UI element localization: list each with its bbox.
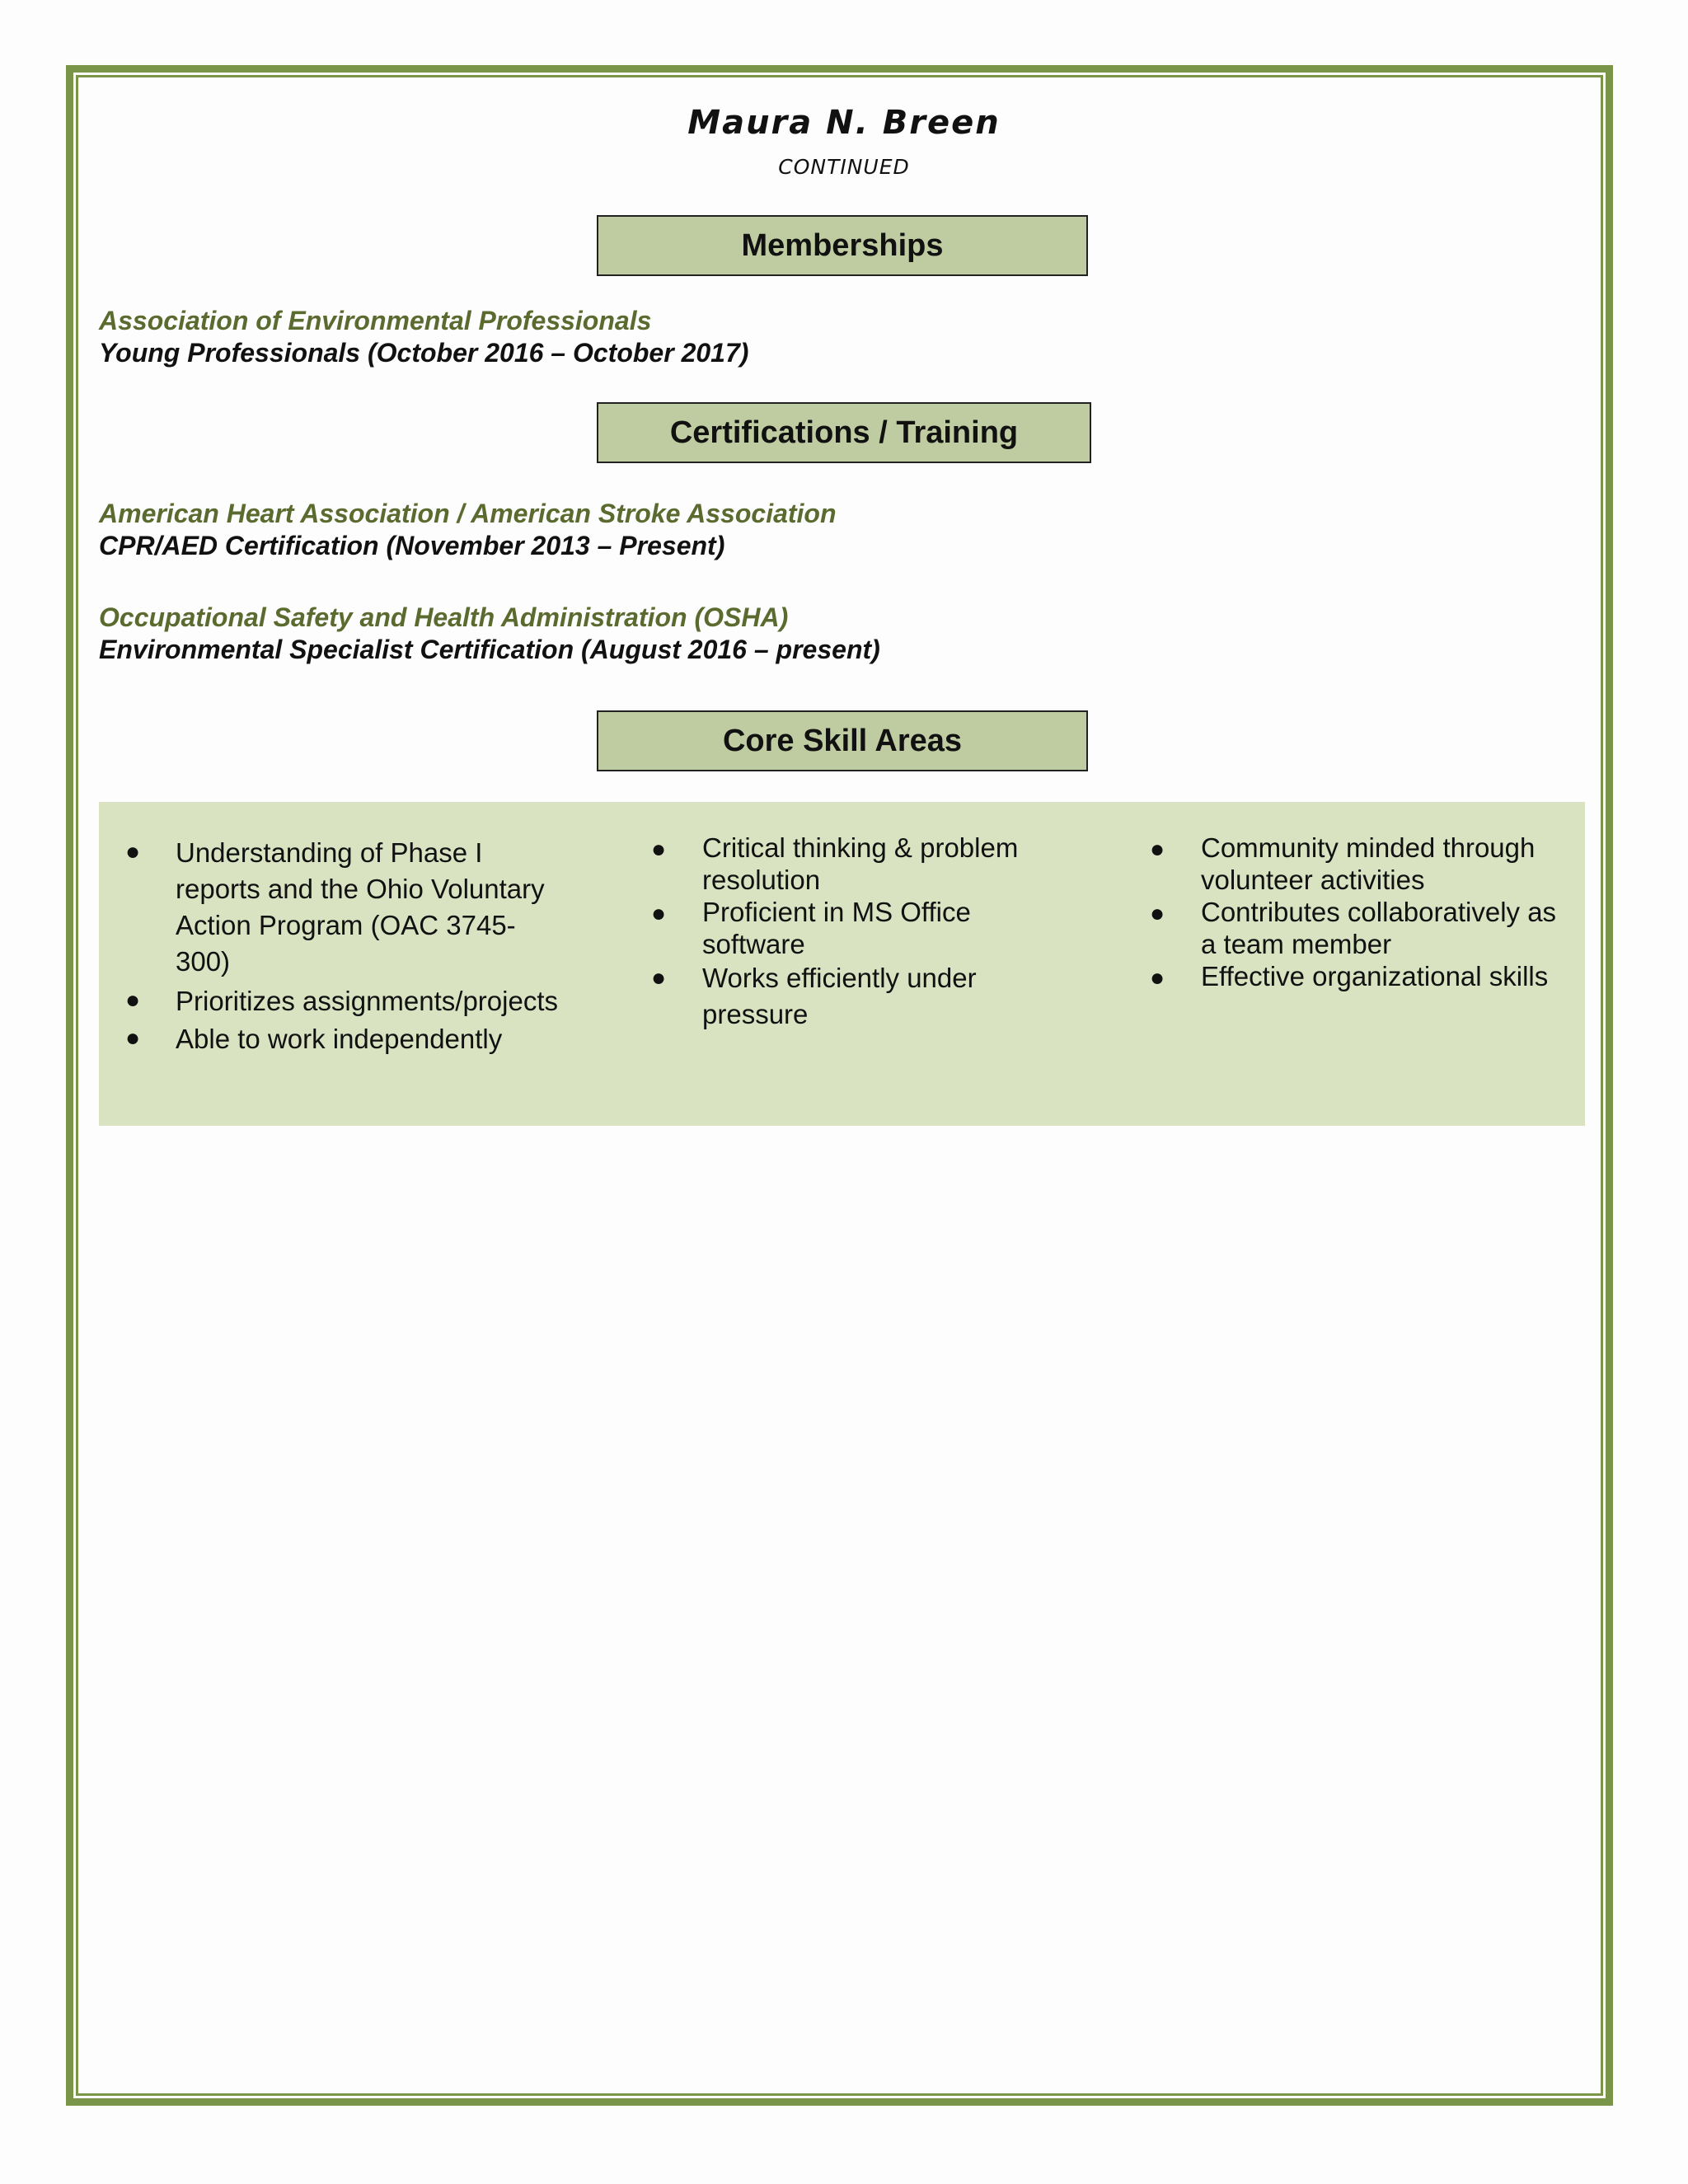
skill-line: Community minded through [1201, 832, 1536, 863]
bullet-icon: ● [1150, 964, 1165, 991]
skill-line: Proficient in MS Office [702, 897, 971, 927]
skill-line: Understanding of Phase I [176, 837, 483, 868]
membership-organization: Association of Environmental Professionals [99, 306, 652, 335]
skill-line: software [702, 929, 805, 959]
skill-line: resolution [702, 865, 821, 895]
bullet-icon: ● [125, 987, 141, 1014]
skill-line: Action Program (OAC 3745- [176, 910, 516, 940]
skill-line: pressure [702, 999, 809, 1029]
skill-line: reports and the Ohio Voluntary [176, 874, 545, 904]
skill-line: Critical thinking & problem [702, 832, 1019, 863]
bullet-icon: ● [1150, 836, 1165, 863]
certification-detail: CPR/AED Certification (November 2013 – Present) [99, 531, 725, 560]
skill-line: Contributes collaboratively as [1201, 897, 1557, 927]
skill-line: Prioritizes assignments/projects [176, 986, 558, 1016]
certification-organization: American Heart Association / American Stroke Association [99, 499, 837, 528]
bullet-icon: ● [125, 838, 141, 865]
memberships-heading: Memberships [597, 215, 1088, 276]
skill-line: 300) [176, 946, 231, 977]
bullet-icon: ● [651, 900, 667, 927]
membership-detail: Young Professionals (October 2016 – October 2017) [99, 338, 749, 368]
skill-line: Works efficiently under [702, 963, 977, 993]
certifications-heading: Certifications / Training [597, 402, 1091, 463]
skill-line: Effective organizational skills [1201, 961, 1549, 991]
skill-line: Able to work independently [176, 1024, 503, 1054]
skills-panel [99, 802, 1585, 1126]
bullet-icon: ● [651, 836, 667, 863]
skills-heading: Core Skill Areas [597, 710, 1088, 771]
skill-line: a team member [1201, 929, 1392, 959]
bullet-icon: ● [651, 964, 667, 991]
bullet-icon: ● [1150, 900, 1165, 927]
resume-name: Maura N. Breen [687, 104, 1001, 142]
resume-continued-label: CONTINUED [778, 155, 910, 179]
skill-line: volunteer activities [1201, 865, 1425, 895]
bullet-icon: ● [125, 1024, 141, 1052]
certification-detail: Environmental Specialist Certification (August 2016 – present) [99, 635, 880, 664]
certification-organization: Occupational Safety and Health Administration (OSHA) [99, 602, 789, 632]
